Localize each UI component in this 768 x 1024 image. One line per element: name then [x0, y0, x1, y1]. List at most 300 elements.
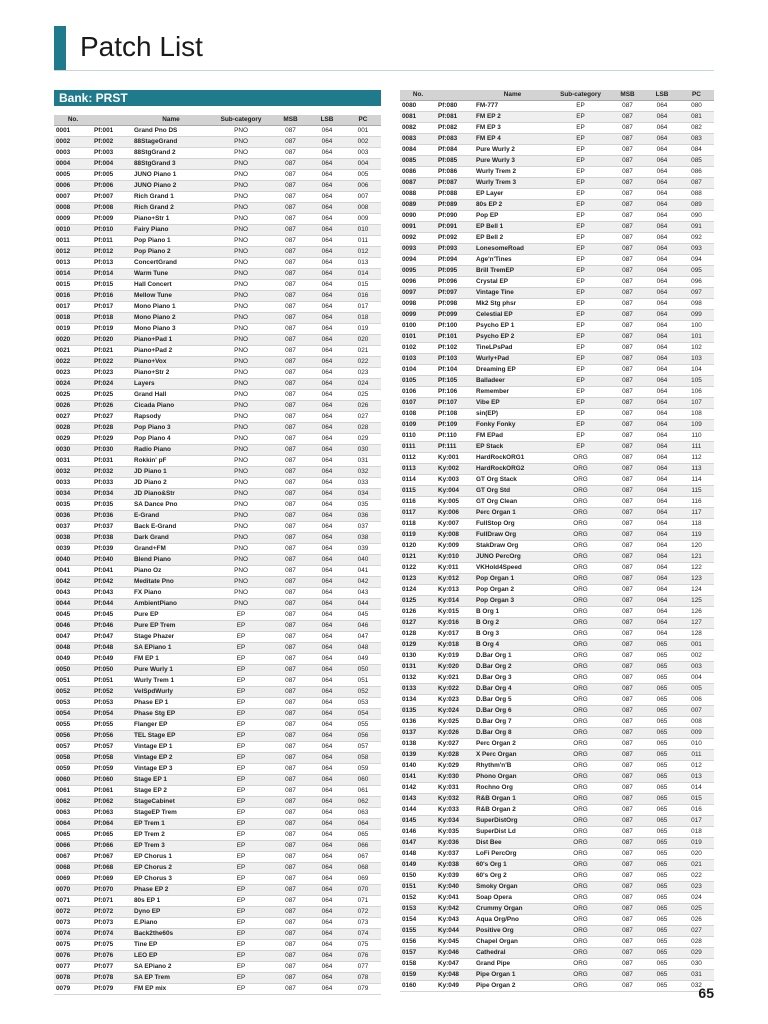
- cell-patch-id: Pf:002: [92, 137, 132, 148]
- table-row: [54, 830, 381, 841]
- cell-pc: 029: [345, 434, 381, 445]
- cell-no: 0114: [400, 475, 436, 486]
- cell-no: 0047: [54, 632, 92, 643]
- cell-patch-id: Pf:038: [92, 533, 132, 544]
- table-row: [54, 478, 381, 489]
- cell-no: 0037: [54, 522, 92, 533]
- cell-patch-id: Pf:097: [436, 288, 474, 299]
- cell-no: 0097: [400, 288, 436, 299]
- cell-name: Dyno EP: [132, 907, 210, 918]
- cell-msb: 087: [272, 236, 309, 247]
- cell-lsb: 064: [645, 552, 679, 563]
- cell-name: D.Bar Org 8: [474, 728, 551, 739]
- table-row: [54, 841, 381, 852]
- cell-lsb: 064: [309, 302, 345, 313]
- cell-patch-id: Pf:099: [436, 310, 474, 321]
- cell-lsb: 064: [309, 841, 345, 852]
- cell-msb: 087: [272, 203, 309, 214]
- cell-pc: 057: [345, 742, 381, 753]
- table-row: [400, 277, 714, 288]
- cell-msb: 087: [610, 684, 645, 695]
- cell-subcategory: PNO: [210, 368, 272, 379]
- cell-name: Perc Organ 2: [474, 739, 551, 750]
- cell-no: 0099: [400, 310, 436, 321]
- table-row: [54, 544, 381, 555]
- cell-pc: 104: [679, 365, 714, 376]
- table-row: [54, 247, 381, 258]
- cell-no: 0053: [54, 698, 92, 709]
- cell-no: 0124: [400, 585, 436, 596]
- cell-no: 0032: [54, 467, 92, 478]
- table-row: [54, 643, 381, 654]
- cell-patch-id: Pf:045: [92, 610, 132, 621]
- cell-lsb: 064: [309, 467, 345, 478]
- cell-msb: 087: [610, 563, 645, 574]
- cell-subcategory: EP: [210, 863, 272, 874]
- table-row: [400, 904, 714, 915]
- cell-subcategory: ORG: [551, 618, 610, 629]
- cell-name: FM-777: [474, 101, 551, 112]
- cell-no: 0013: [54, 258, 92, 269]
- cell-subcategory: ORG: [551, 926, 610, 937]
- cell-subcategory: ORG: [551, 739, 610, 750]
- cell-pc: 121: [679, 552, 714, 563]
- cell-lsb: 065: [645, 805, 679, 816]
- cell-lsb: 064: [645, 343, 679, 354]
- cell-pc: 016: [345, 291, 381, 302]
- cell-patch-id: Pf:035: [92, 500, 132, 511]
- cell-subcategory: EP: [551, 310, 610, 321]
- cell-pc: 014: [679, 783, 714, 794]
- cell-pc: 010: [679, 739, 714, 750]
- cell-subcategory: ORG: [551, 794, 610, 805]
- cell-name: B Org 1: [474, 607, 551, 618]
- cell-msb: 087: [272, 159, 309, 170]
- cell-name: Warm Tune: [132, 269, 210, 280]
- cell-subcategory: ORG: [551, 684, 610, 695]
- cell-name: SA EPiano 1: [132, 643, 210, 654]
- cell-lsb: 064: [309, 775, 345, 786]
- cell-pc: 015: [679, 794, 714, 805]
- cell-subcategory: ORG: [551, 871, 610, 882]
- cell-subcategory: PNO: [210, 511, 272, 522]
- cell-subcategory: EP: [551, 409, 610, 420]
- cell-pc: 012: [345, 247, 381, 258]
- cell-patch-id: Ky:026: [436, 728, 474, 739]
- cell-lsb: 065: [645, 893, 679, 904]
- cell-patch-id: Pf:111: [436, 442, 474, 453]
- cell-msb: 087: [610, 332, 645, 343]
- cell-name: Grand+FM: [132, 544, 210, 555]
- cell-lsb: 064: [645, 486, 679, 497]
- cell-subcategory: EP: [210, 962, 272, 973]
- cell-no: 0016: [54, 291, 92, 302]
- table-row: [54, 489, 381, 500]
- cell-name: Grand Hall: [132, 390, 210, 401]
- cell-no: 0051: [54, 676, 92, 687]
- cell-subcategory: EP: [551, 112, 610, 123]
- cell-no: 0145: [400, 816, 436, 827]
- cell-pc: 087: [679, 178, 714, 189]
- cell-lsb: 064: [309, 753, 345, 764]
- cell-patch-id: Pf:094: [436, 255, 474, 266]
- cell-lsb: 064: [645, 354, 679, 365]
- table-row: [54, 863, 381, 874]
- cell-no: 0102: [400, 343, 436, 354]
- cell-no: 0146: [400, 827, 436, 838]
- cell-name: Dreaming EP: [474, 365, 551, 376]
- cell-msb: 087: [272, 929, 309, 940]
- cell-pc: 017: [679, 816, 714, 827]
- cell-no: 0104: [400, 365, 436, 376]
- cell-name: Vintage EP 2: [132, 753, 210, 764]
- cell-pc: 031: [345, 456, 381, 467]
- cell-name: EP Layer: [474, 189, 551, 200]
- cell-msb: 087: [272, 940, 309, 951]
- cell-name: D.Bar Org 3: [474, 673, 551, 684]
- cell-name: 60's Org 1: [474, 860, 551, 871]
- cell-no: 0020: [54, 335, 92, 346]
- table-row: [400, 222, 714, 233]
- cell-no: 0052: [54, 687, 92, 698]
- cell-no: 0026: [54, 401, 92, 412]
- cell-pc: 118: [679, 519, 714, 530]
- cell-name: StakDraw Org: [474, 541, 551, 552]
- cell-no: 0087: [400, 178, 436, 189]
- cell-msb: 087: [610, 761, 645, 772]
- table-row: [54, 357, 381, 368]
- cell-patch-id: Pf:088: [436, 189, 474, 200]
- cell-lsb: 065: [645, 794, 679, 805]
- table-row: [400, 365, 714, 376]
- cell-subcategory: EP: [551, 255, 610, 266]
- cell-name: Piano+Vox: [132, 357, 210, 368]
- cell-msb: 087: [610, 838, 645, 849]
- cell-no: 0012: [54, 247, 92, 258]
- cell-pc: 123: [679, 574, 714, 585]
- cell-subcategory: EP: [210, 709, 272, 720]
- cell-subcategory: ORG: [551, 519, 610, 530]
- table-row: [400, 508, 714, 519]
- cell-subcategory: PNO: [210, 324, 272, 335]
- cell-patch-id: Pf:055: [92, 720, 132, 731]
- table-row: [400, 816, 714, 827]
- cell-lsb: 064: [645, 200, 679, 211]
- cell-subcategory: EP: [551, 365, 610, 376]
- table-row: [400, 112, 714, 123]
- table-row: [54, 390, 381, 401]
- table-row: [400, 486, 714, 497]
- cell-pc: 024: [679, 893, 714, 904]
- cell-subcategory: EP: [551, 145, 610, 156]
- cell-no: 0126: [400, 607, 436, 618]
- cell-pc: 055: [345, 720, 381, 731]
- cell-lsb: 064: [309, 445, 345, 456]
- cell-no: 0049: [54, 654, 92, 665]
- table-header-row: [54, 115, 381, 126]
- cell-lsb: 064: [645, 145, 679, 156]
- cell-patch-id: Ky:015: [436, 607, 474, 618]
- cell-patch-id: Ky:007: [436, 519, 474, 530]
- cell-no: 0014: [54, 269, 92, 280]
- cell-name: HardRockORG1: [474, 453, 551, 464]
- cell-patch-id: Ky:044: [436, 926, 474, 937]
- cell-pc: 112: [679, 453, 714, 464]
- cell-lsb: 064: [645, 101, 679, 112]
- cell-lsb: 065: [645, 684, 679, 695]
- table-row: [400, 376, 714, 387]
- cell-name: Fairy Piano: [132, 225, 210, 236]
- cell-patch-id: Pf:006: [92, 181, 132, 192]
- cell-lsb: 064: [309, 720, 345, 731]
- cell-subcategory: EP: [210, 874, 272, 885]
- cell-lsb: 064: [309, 533, 345, 544]
- cell-no: 0017: [54, 302, 92, 313]
- cell-pc: 083: [679, 134, 714, 145]
- cell-lsb: 064: [645, 519, 679, 530]
- table-row: [54, 709, 381, 720]
- cell-msb: 087: [272, 863, 309, 874]
- table-row: [54, 368, 381, 379]
- cell-pc: 084: [679, 145, 714, 156]
- cell-pc: 120: [679, 541, 714, 552]
- cell-pc: 050: [345, 665, 381, 676]
- cell-subcategory: ORG: [551, 673, 610, 684]
- cell-name: Psycho EP 1: [474, 321, 551, 332]
- cell-name: JUNO Piano 1: [132, 170, 210, 181]
- cell-subcategory: EP: [210, 951, 272, 962]
- cell-patch-id: Pf:087: [436, 178, 474, 189]
- cell-subcategory: ORG: [551, 552, 610, 563]
- cell-subcategory: EP: [210, 731, 272, 742]
- cell-lsb: 064: [309, 368, 345, 379]
- cell-msb: 087: [272, 324, 309, 335]
- table-row: [400, 739, 714, 750]
- cell-msb: 087: [610, 871, 645, 882]
- cell-patch-id: Ky:009: [436, 541, 474, 552]
- table-row: [400, 772, 714, 783]
- cell-subcategory: PNO: [210, 401, 272, 412]
- cell-pc: 037: [345, 522, 381, 533]
- cell-name: AmbientPiano: [132, 599, 210, 610]
- cell-lsb: 064: [309, 940, 345, 951]
- cell-name: Grand Pipe: [474, 959, 551, 970]
- cell-subcategory: PNO: [210, 434, 272, 445]
- cell-lsb: 064: [645, 420, 679, 431]
- cell-no: 0009: [54, 214, 92, 225]
- cell-name: Crummy Organ: [474, 904, 551, 915]
- cell-msb: 087: [610, 618, 645, 629]
- cell-patch-id: Pf:030: [92, 445, 132, 456]
- cell-patch-id: Ky:020: [436, 662, 474, 673]
- cell-subcategory: PNO: [210, 170, 272, 181]
- table-row: [400, 673, 714, 684]
- cell-msb: 087: [272, 291, 309, 302]
- cell-pc: 102: [679, 343, 714, 354]
- cell-msb: 087: [610, 288, 645, 299]
- cell-name: X Perc Organ: [474, 750, 551, 761]
- cell-pc: 022: [679, 871, 714, 882]
- cell-pc: 097: [679, 288, 714, 299]
- cell-msb: 087: [272, 676, 309, 687]
- cell-lsb: 065: [645, 673, 679, 684]
- cell-msb: 087: [272, 764, 309, 775]
- cell-name: 80s EP 1: [132, 896, 210, 907]
- table-row: [54, 467, 381, 478]
- cell-name: EP Chorus 2: [132, 863, 210, 874]
- cell-no: 0080: [400, 101, 436, 112]
- cell-no: 0045: [54, 610, 92, 621]
- cell-pc: 069: [345, 874, 381, 885]
- cell-patch-id: Pf:084: [436, 145, 474, 156]
- cell-lsb: 064: [645, 596, 679, 607]
- cell-no: 0021: [54, 346, 92, 357]
- cell-subcategory: ORG: [551, 563, 610, 574]
- cell-patch-id: Pf:086: [436, 167, 474, 178]
- cell-patch-id: Ky:029: [436, 761, 474, 772]
- cell-lsb: 064: [645, 112, 679, 123]
- cell-no: 0153: [400, 904, 436, 915]
- table-row: [400, 981, 714, 992]
- cell-pc: 025: [345, 390, 381, 401]
- cell-patch-id: Pf:064: [92, 819, 132, 830]
- cell-name: EP Chorus 1: [132, 852, 210, 863]
- cell-no: 0055: [54, 720, 92, 731]
- cell-subcategory: PNO: [210, 390, 272, 401]
- cell-msb: 087: [610, 409, 645, 420]
- cell-msb: 087: [610, 794, 645, 805]
- cell-subcategory: EP: [551, 178, 610, 189]
- cell-msb: 087: [610, 530, 645, 541]
- cell-msb: 087: [272, 709, 309, 720]
- cell-name: JUNO Piano 2: [132, 181, 210, 192]
- table-row: [54, 764, 381, 775]
- cell-msb: 087: [272, 137, 309, 148]
- table-row: [54, 610, 381, 621]
- cell-pc: 060: [345, 775, 381, 786]
- cell-msb: 087: [272, 335, 309, 346]
- cell-pc: 030: [345, 445, 381, 456]
- cell-patch-id: Ky:014: [436, 596, 474, 607]
- cell-subcategory: PNO: [210, 181, 272, 192]
- table-row: [400, 530, 714, 541]
- cell-lsb: 064: [309, 918, 345, 929]
- cell-subcategory: ORG: [551, 629, 610, 640]
- table-row: [400, 948, 714, 959]
- table-row: [54, 676, 381, 687]
- cell-lsb: 064: [309, 236, 345, 247]
- cell-no: 0038: [54, 533, 92, 544]
- cell-subcategory: EP: [210, 676, 272, 687]
- cell-lsb: 064: [309, 456, 345, 467]
- cell-name: Blend Piano: [132, 555, 210, 566]
- cell-patch-id: Pf:067: [92, 852, 132, 863]
- cell-no: 0139: [400, 750, 436, 761]
- cell-pc: 008: [345, 203, 381, 214]
- cell-lsb: 064: [645, 530, 679, 541]
- cell-name: Pop Piano 3: [132, 423, 210, 434]
- cell-name: Soap Opera: [474, 893, 551, 904]
- cell-no: 0003: [54, 148, 92, 159]
- table-row: [54, 951, 381, 962]
- table-row: [54, 203, 381, 214]
- table-row: [54, 687, 381, 698]
- cell-pc: 020: [679, 849, 714, 860]
- cell-pc: 019: [345, 324, 381, 335]
- cell-name: EP Chorus 3: [132, 874, 210, 885]
- cell-lsb: 065: [645, 640, 679, 651]
- cell-no: 0001: [54, 126, 92, 137]
- cell-patch-id: Ky:040: [436, 882, 474, 893]
- cell-lsb: 064: [309, 544, 345, 555]
- cell-subcategory: PNO: [210, 269, 272, 280]
- cell-msb: 087: [272, 874, 309, 885]
- cell-subcategory: ORG: [551, 717, 610, 728]
- cell-msb: 087: [610, 222, 645, 233]
- cell-lsb: 065: [645, 849, 679, 860]
- cell-msb: 087: [272, 973, 309, 984]
- cell-no: 0108: [400, 409, 436, 420]
- cell-no: 0101: [400, 332, 436, 343]
- cell-name: LEO EP: [132, 951, 210, 962]
- table-row: [54, 511, 381, 522]
- table-row: [54, 786, 381, 797]
- cell-msb: 087: [610, 123, 645, 134]
- cell-name: Mono Piano 2: [132, 313, 210, 324]
- cell-name: B Org 2: [474, 618, 551, 629]
- table-row: [400, 662, 714, 673]
- cell-patch-id: Pf:029: [92, 434, 132, 445]
- cell-pc: 068: [345, 863, 381, 874]
- cell-no: 0040: [54, 555, 92, 566]
- cell-msb: 087: [272, 302, 309, 313]
- cell-no: 0034: [54, 489, 92, 500]
- cell-pc: 078: [345, 973, 381, 984]
- cell-msb: 087: [610, 508, 645, 519]
- cell-msb: 087: [272, 346, 309, 357]
- title-accent-bar: [54, 26, 66, 70]
- cell-no: 0090: [400, 211, 436, 222]
- cell-lsb: 064: [309, 181, 345, 192]
- cell-lsb: 064: [645, 607, 679, 618]
- cell-pc: 036: [345, 511, 381, 522]
- cell-patch-id: Pf:028: [92, 423, 132, 434]
- cell-lsb: 064: [645, 574, 679, 585]
- table-row: [54, 929, 381, 940]
- table-row: [400, 519, 714, 530]
- cell-msb: 087: [272, 555, 309, 566]
- cell-patch-id: Ky:012: [436, 574, 474, 585]
- cell-patch-id: Pf:023: [92, 368, 132, 379]
- cell-no: 0065: [54, 830, 92, 841]
- cell-msb: 087: [610, 651, 645, 662]
- cell-lsb: 064: [309, 819, 345, 830]
- cell-msb: 087: [272, 819, 309, 830]
- cell-lsb: 064: [309, 907, 345, 918]
- cell-patch-id: Pf:031: [92, 456, 132, 467]
- cell-no: 0100: [400, 321, 436, 332]
- cell-name: Meditate Pno: [132, 577, 210, 588]
- cell-name: sin(EP): [474, 409, 551, 420]
- cell-name: Vintage EP 1: [132, 742, 210, 753]
- cell-subcategory: EP: [210, 786, 272, 797]
- cell-lsb: 064: [645, 134, 679, 145]
- cell-lsb: 064: [309, 500, 345, 511]
- cell-lsb: 064: [645, 299, 679, 310]
- cell-no: 0039: [54, 544, 92, 555]
- cell-patch-id: Pf:060: [92, 775, 132, 786]
- cell-msb: 087: [272, 588, 309, 599]
